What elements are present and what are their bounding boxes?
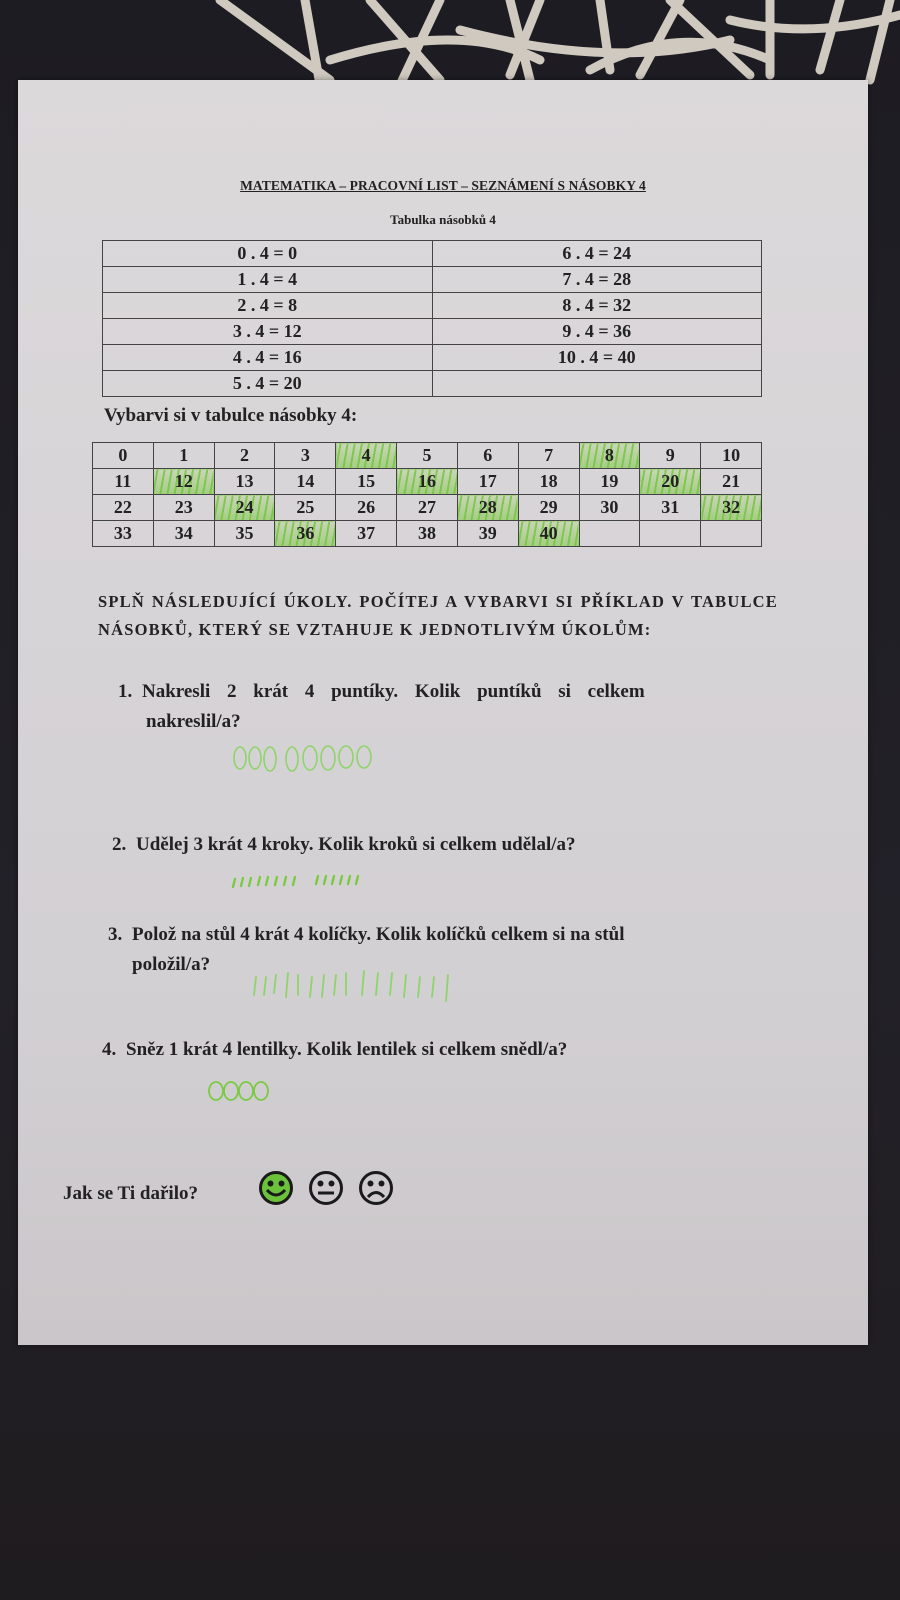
grid-cell[interactable]: 25 (275, 495, 336, 521)
neutral-face-icon[interactable] (308, 1170, 344, 1206)
grid-cell[interactable]: 3 (275, 443, 336, 469)
mult-cell: 6 . 4 = 24 (432, 241, 762, 267)
grid-cell[interactable]: 7 (518, 443, 579, 469)
grid-row (93, 521, 762, 547)
grid-cell[interactable]: 19 (579, 469, 640, 495)
task-1 (118, 677, 783, 737)
task-number: 3. (108, 924, 123, 945)
grid-cell[interactable]: 34 (153, 521, 214, 547)
mult-cell: 2 . 4 = 8 (103, 293, 433, 319)
grid-cell[interactable] (640, 521, 701, 547)
task-number: 2. (112, 834, 127, 855)
grid-cell[interactable]: 18 (518, 469, 579, 495)
grid-row (93, 469, 762, 495)
grid-cell[interactable]: 11 (93, 469, 154, 495)
grid-cell[interactable]: 16 (397, 469, 458, 495)
grid-cell[interactable]: 38 (397, 521, 458, 547)
grid-cell[interactable]: 4 (336, 443, 397, 469)
sad-face-icon[interactable] (358, 1170, 394, 1206)
grid-cell[interactable] (701, 521, 762, 547)
task-number: 1. (118, 681, 133, 702)
handwritten-circles-8 (230, 740, 430, 776)
mult-cell: 5 . 4 = 20 (103, 371, 433, 397)
grid-cell[interactable]: 14 (275, 469, 336, 495)
mult-cell: 4 . 4 = 16 (103, 345, 433, 371)
grid-cell[interactable]: 26 (336, 495, 397, 521)
grid-cell[interactable]: 17 (457, 469, 518, 495)
grid-row (93, 495, 762, 521)
worksheet-paper (18, 80, 868, 1345)
worksheet-title: MATEMATIKA – PRACOVNÍ LIST – SEZNÁMENÍ S NÁSOBKY 4 (240, 178, 646, 193)
grid-cell[interactable]: 33 (93, 521, 154, 547)
task-text-cont: nakreslil/a? (146, 711, 241, 732)
task-number: 4. (102, 1039, 117, 1060)
grid-cell[interactable]: 2 (214, 443, 275, 469)
grid-cell[interactable]: 12 (153, 469, 214, 495)
grid-cell[interactable]: 8 (579, 443, 640, 469)
handwritten-marks-12 (228, 870, 428, 890)
grid-cell[interactable]: 13 (214, 469, 275, 495)
grid-cell[interactable]: 31 (640, 495, 701, 521)
grid-row (93, 443, 762, 469)
mult-cell: 0 . 4 = 0 (103, 241, 433, 267)
task-text: Sněz 1 krát 4 lentilky. Kolik lentilek si celkem snědl/a? (126, 1039, 568, 1060)
grid-cell[interactable]: 37 (336, 521, 397, 547)
grid-cell[interactable]: 5 (397, 443, 458, 469)
mult-cell: 9 . 4 = 36 (432, 319, 762, 345)
grid-cell[interactable]: 10 (701, 443, 762, 469)
grid-cell[interactable]: 20 (640, 469, 701, 495)
grid-cell[interactable]: 28 (457, 495, 518, 521)
grid-cell[interactable]: 39 (457, 521, 518, 547)
task-text: Nakresli 2 krát 4 puntíky. Kolik puntíků si celkem (142, 681, 645, 702)
happy-face-icon[interactable] (258, 1170, 294, 1206)
task-4 (102, 1035, 802, 1065)
mult-cell: 3 . 4 = 12 (103, 319, 433, 345)
handwritten-strokes-16 (246, 965, 546, 1005)
task-text: Polož na stůl 4 krát 4 kolíčky. Kolik kolíčků celkem si na stůl (132, 924, 625, 945)
grid-cell[interactable]: 32 (701, 495, 762, 521)
number-grid (92, 442, 762, 547)
mult-cell: 1 . 4 = 4 (103, 267, 433, 293)
task-2 (112, 830, 792, 860)
grid-cell[interactable]: 40 (518, 521, 579, 547)
grid-cell[interactable]: 0 (93, 443, 154, 469)
multiplication-table (102, 240, 762, 397)
grid-cell[interactable] (579, 521, 640, 547)
grid-cell[interactable]: 35 (214, 521, 275, 547)
mult-cell: 8 . 4 = 32 (432, 293, 762, 319)
mult-cell (432, 371, 762, 397)
grid-cell[interactable]: 21 (701, 469, 762, 495)
instructions: SPLŇ NÁSLEDUJÍCÍ ÚKOLY. POČÍTEJ A VYBARVI SI PŘÍKLAD V TABULCE NÁSOBKŮ, KTERÝ SE VZTAHUJE K JEDNOTLIVÝM ÚKOLŮM: (98, 592, 778, 639)
grid-cell[interactable]: 1 (153, 443, 214, 469)
mult-cell: 7 . 4 = 28 (432, 267, 762, 293)
handwritten-circles-4 (206, 1078, 286, 1104)
task-text: Udělej 3 krát 4 kroky. Kolik kroků si celkem udělal/a? (136, 834, 576, 855)
grid-cell[interactable]: 27 (397, 495, 458, 521)
grid-cell[interactable]: 29 (518, 495, 579, 521)
grid-cell[interactable]: 23 (153, 495, 214, 521)
grid-cell[interactable]: 36 (275, 521, 336, 547)
grid-cell[interactable]: 22 (93, 495, 154, 521)
feedback-question: Jak se Ti dařilo? (63, 1183, 198, 1204)
task-text-cont: položil/a? (132, 954, 211, 975)
grid-cell[interactable]: 15 (336, 469, 397, 495)
grid-cell[interactable]: 24 (214, 495, 275, 521)
color-prompt: Vybarvi si v tabulce násobky 4: (104, 405, 358, 426)
grid-cell[interactable]: 6 (457, 443, 518, 469)
grid-cell[interactable]: 30 (579, 495, 640, 521)
mult-cell: 10 . 4 = 40 (432, 345, 762, 371)
table-subtitle: Tabulka násobků 4 (390, 212, 496, 227)
grid-cell[interactable]: 9 (640, 443, 701, 469)
